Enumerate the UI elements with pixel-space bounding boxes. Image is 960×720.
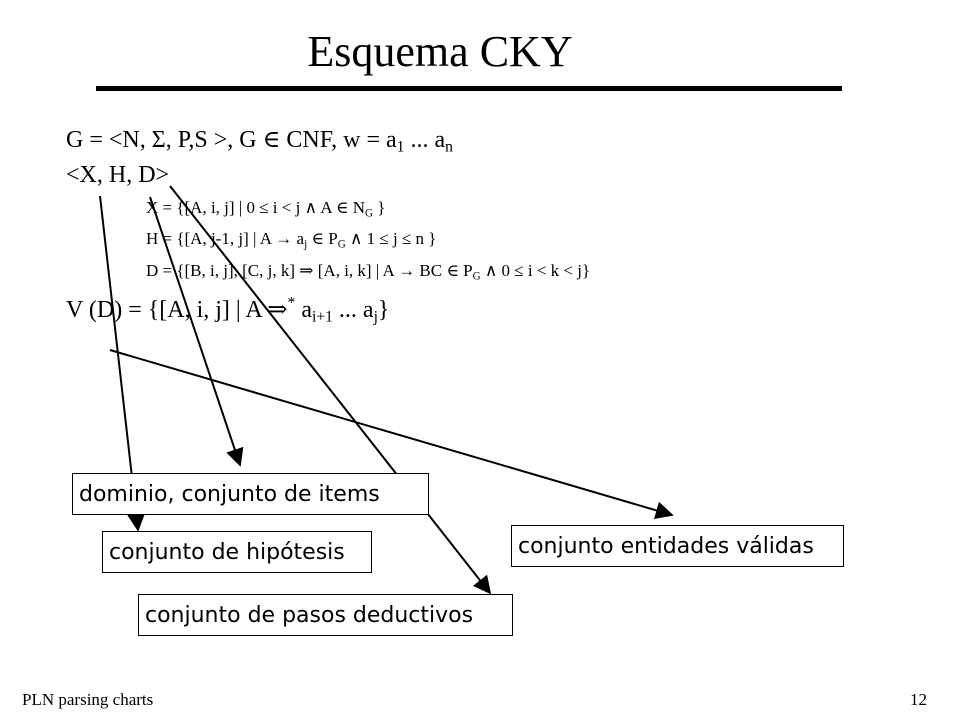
- arrow-to-domain: [150, 197, 240, 465]
- h-definition: H = {[A, j-1, j] | $A \to a_j$ ∈ $P_G$ ∧ 1 ≤ j ≤ n }: [146, 229, 437, 251]
- page-number: 12: [910, 690, 927, 709]
- d-definition: D = {[B, i, j], [C, j, k] ⇒ [A, i, k] | A → BC ∈ $P_G$ ∧ 0 ≤ i < k < j}: [146, 261, 591, 283]
- label-deductive-steps: conjunto de pasos deductivos: [138, 594, 513, 636]
- tuple-definition: <X, H, D>: [66, 162, 170, 188]
- grammar-definition: G = <N, Σ, P,S >, G ∈ CNF, $w = a_1$ ... $a_n$: [66, 127, 453, 156]
- v-definition: V (D) = {[A, i, j] | A ⇒* $a_{i+1}$ ... $a_j$}: [66, 294, 390, 326]
- x-definition: X = {[A, i, j] | 0 ≤ i < j ∧ A ∈ $N_G$ }: [146, 198, 386, 220]
- page-title: Esquema CKY: [307, 27, 573, 76]
- label-hypotheses: conjunto de hipótesis: [102, 531, 372, 573]
- label-domain: dominio, conjunto de items: [72, 473, 429, 515]
- label-valid-entities: conjunto entidades válidas: [511, 525, 844, 567]
- footer-course-label: PLN parsing charts: [22, 690, 154, 709]
